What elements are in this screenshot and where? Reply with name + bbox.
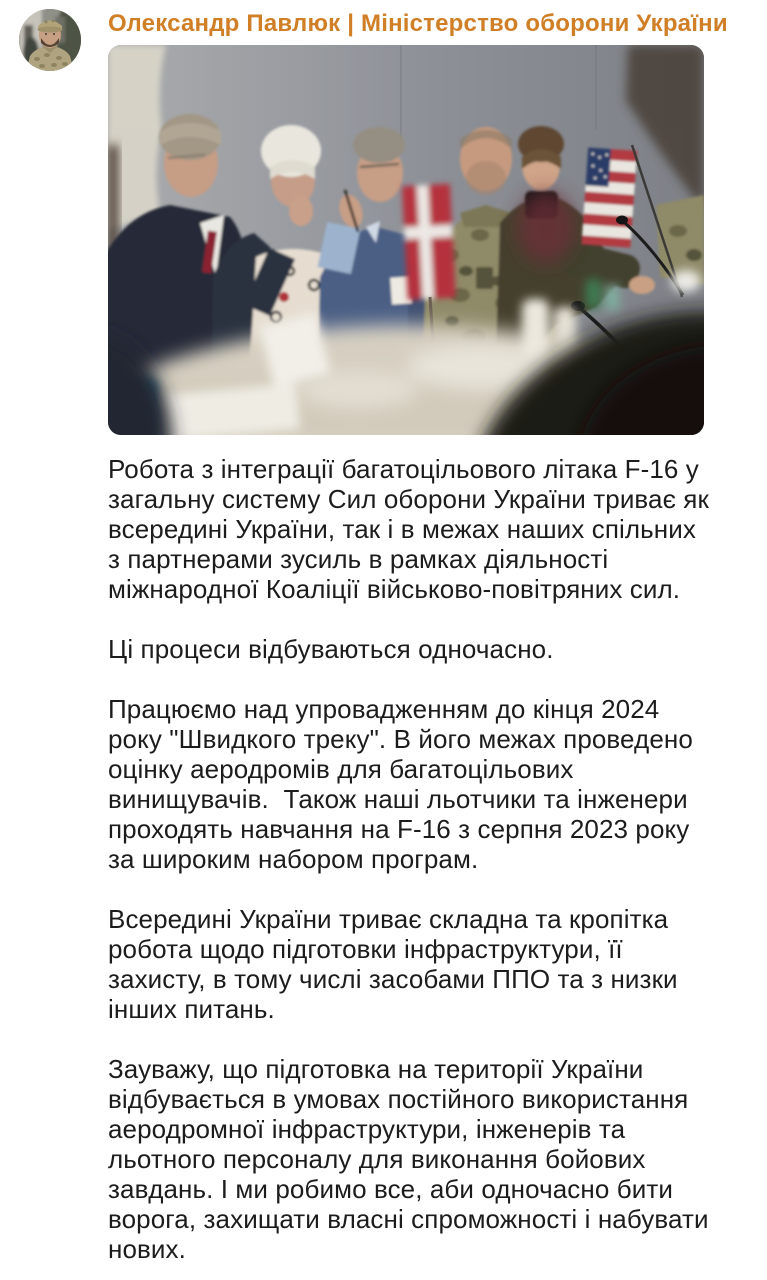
avatar[interactable]	[19, 9, 81, 71]
post-photo[interactable]	[108, 45, 704, 435]
paragraph: Всередині України триває складна та кропітка робота щодо підготовки інфраструктури, її захисту, в тому числі засобами ППО та з низки інших питань.	[108, 904, 685, 1024]
paragraph: Працюємо над упровадженням до кінця 2024 року "Швидкого треку". В його межах проведено оцінку аеродромів для багатоцільових винищувачів. Також наші льотчики та інженери проходять навчання на F-16 з серпня 2023 року за широким набором програм.	[108, 694, 701, 874]
paragraph: Зауважу, що підготовка на території України відбувається в умовах постійного використання аеродромної інфраструктури, інженерів та льотного персоналу для виконання бойових завдань. І ми робимо все, аби одночасно бити ворога, захищати власні спроможності і набувати нових.	[108, 1054, 716, 1264]
paragraph: Робота з інтеграції багатоцільового літака F-16 у загальну систему Сил оборони України триває як всередині України, так і в межах наших спільних з партнерами зусиль в рамках діяльності міжнародної Коаліції військово-повітряних сил.	[108, 454, 717, 604]
white-cup	[671, 270, 701, 292]
avatar-soldier-image	[19, 9, 81, 71]
green-can	[586, 279, 601, 309]
us-flag	[581, 148, 637, 248]
message-text	[108, 454, 717, 1264]
danish-flag	[402, 184, 456, 300]
channel-name[interactable]: Олександр Павлюк | Міністерство оборони України	[108, 10, 728, 37]
meeting-photo-illustration	[108, 45, 704, 435]
blurred-red-object	[517, 191, 575, 263]
paragraph: Ці процеси відбуваються одночасно.	[108, 634, 554, 664]
